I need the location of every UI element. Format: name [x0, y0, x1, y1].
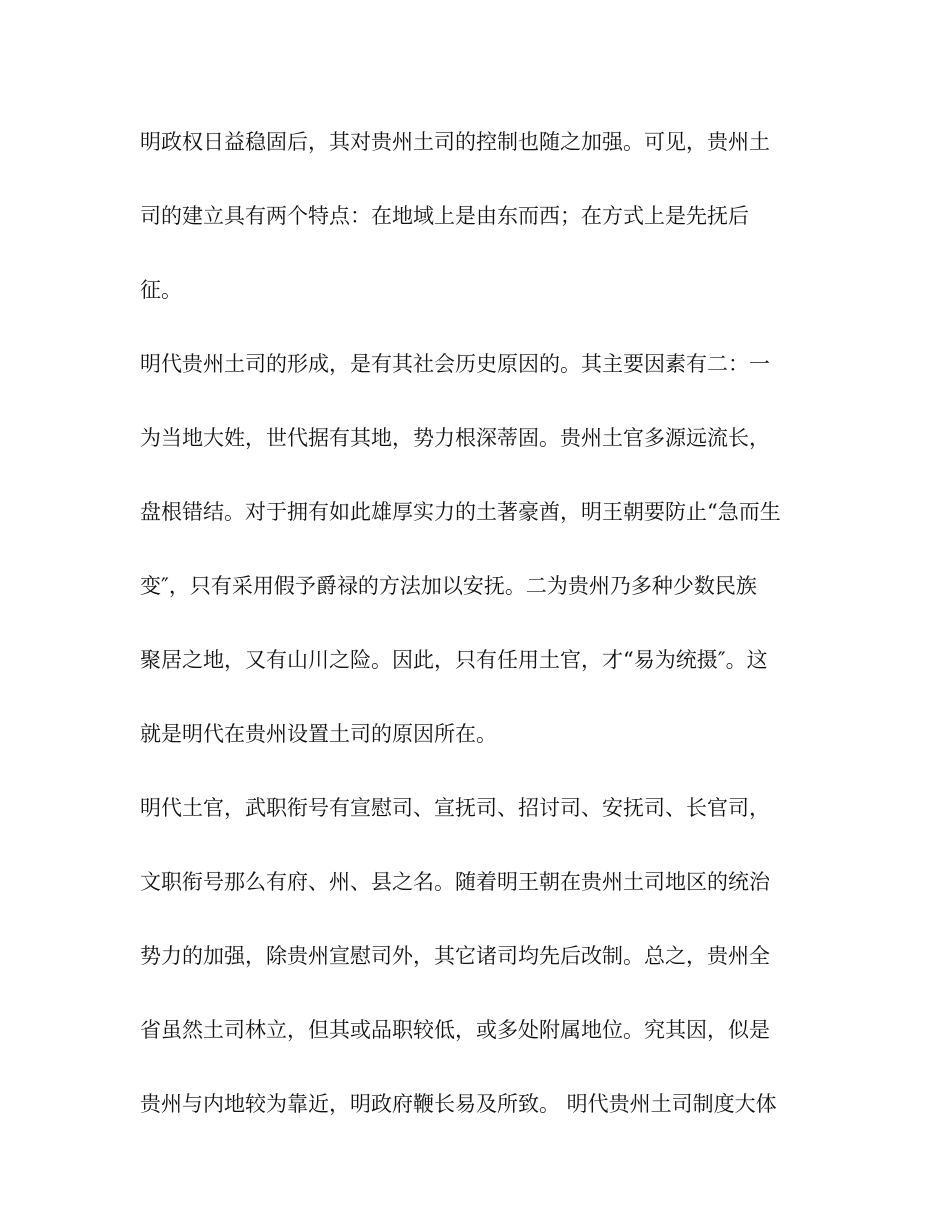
- text-line: 省虽然土司林立，但其或品职较低，或多处附属地位。究其因，似是: [140, 1018, 770, 1042]
- text-line: 征。: [140, 278, 182, 302]
- text-line: 聚居之地，又有山川之险。因此，只有任用土官，才“易为统摄″。这: [140, 648, 768, 672]
- text-line: 明代贵州土司的形成，是有其社会历史原因的。其主要因素有二：一: [140, 352, 770, 376]
- text-line: 贵州与内地较为靠近，明政府鞭长易及所致。 明代贵州土司制度大体: [140, 1092, 777, 1116]
- text-line: 就是明代在贵州设置土司的原因所在。: [140, 722, 497, 746]
- text-line: 为当地大姓，世代据有其地，势力根深蒂固。贵州土官多源远流长，: [140, 426, 770, 450]
- text-line: 明政权日益稳固后，其对贵州土司的控制也随之加强。可见，贵州土: [140, 130, 770, 154]
- text-line: 文职衔号那么有府、州、县之名。随着明王朝在贵州土司地区的统治: [140, 870, 770, 894]
- text-line: 明代土官，武职衔号有宣慰司、宣抚司、招讨司、安抚司、长官司，: [140, 796, 770, 820]
- text-line: 司的建立具有两个特点：在地域上是由东而西；在方式上是先抚后: [140, 204, 749, 228]
- text-line: 变″，只有采用假予爵禄的方法加以安抚。二为贵州乃多种少数民族: [140, 574, 757, 598]
- text-line: 盘根错结。对于拥有如此雄厚实力的土著豪酋，明王朝要防止“急而生: [140, 500, 781, 524]
- text-line: 势力的加强，除贵州宣慰司外，其它诸司均先后改制。总之，贵州全: [140, 944, 770, 968]
